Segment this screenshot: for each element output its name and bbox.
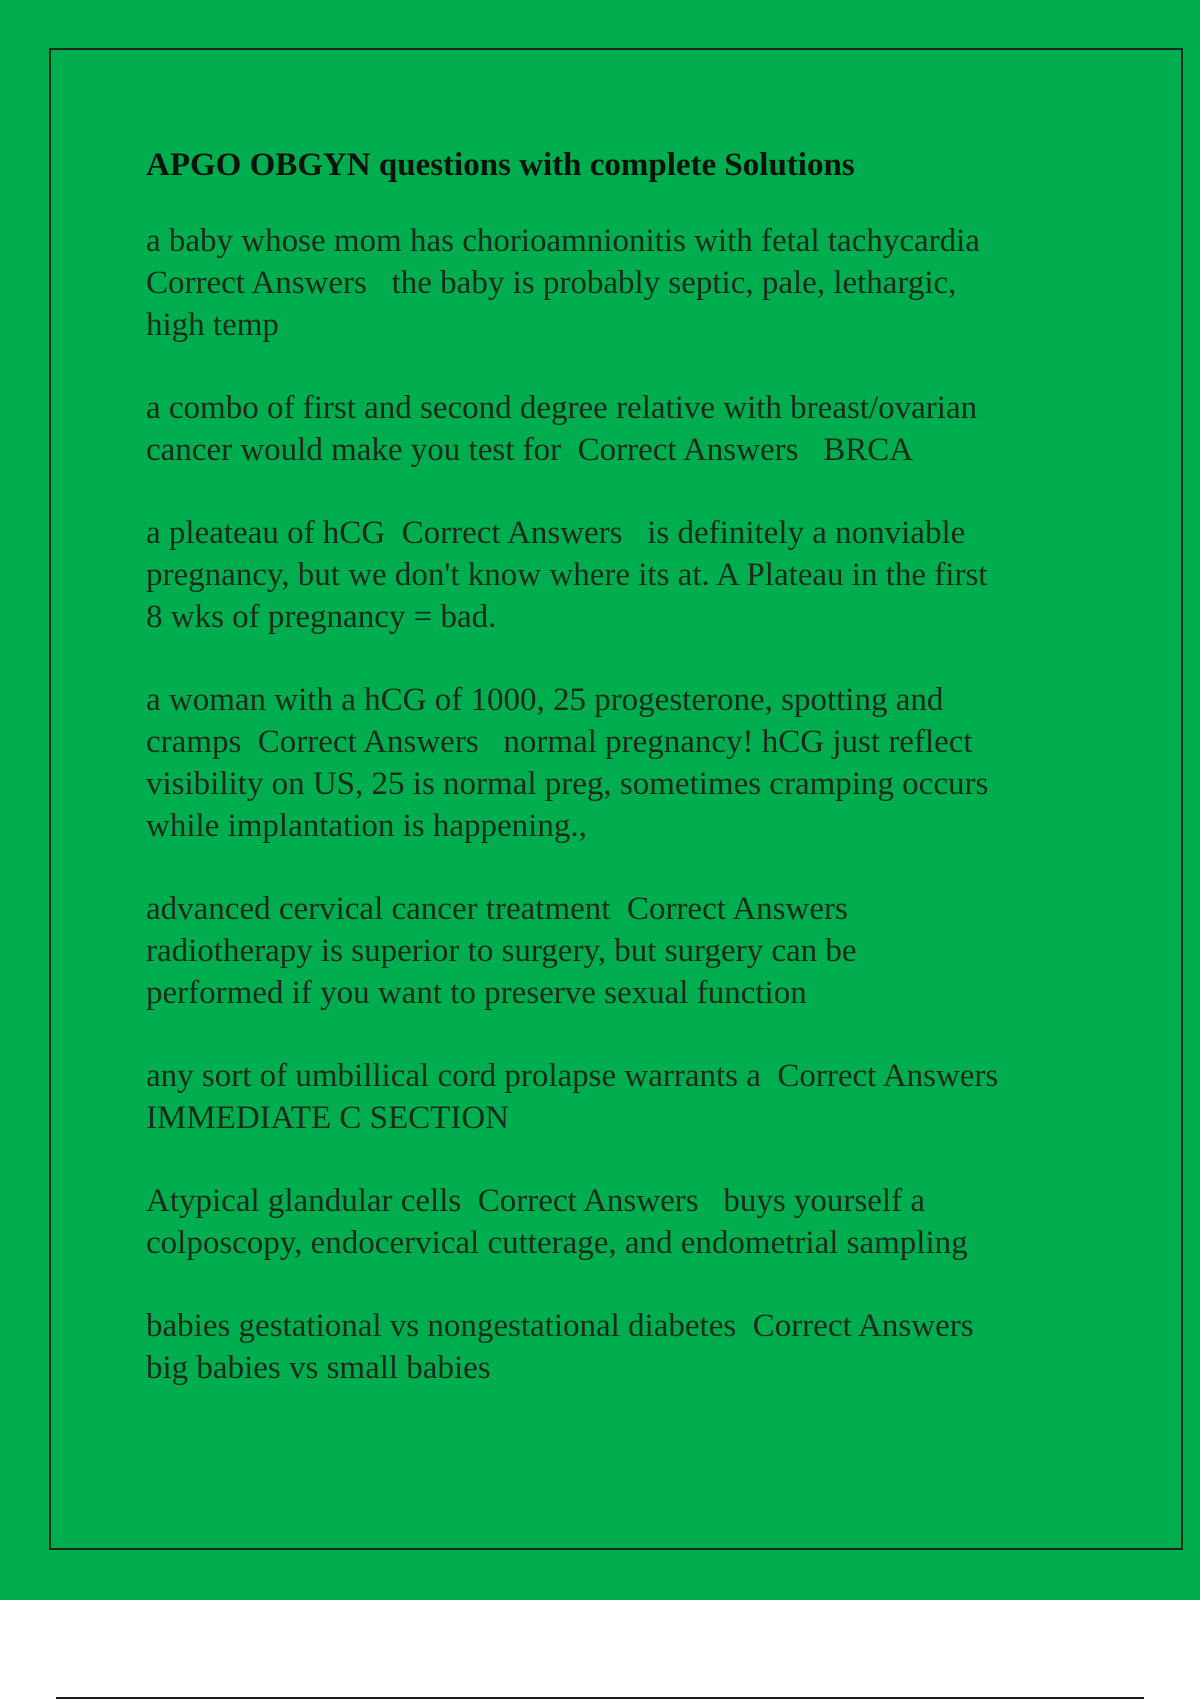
- qa-entry: a combo of first and second degree relative with breast/ovarian cancer would make you test for Correct Answers BRCA: [146, 390, 978, 468]
- qa-entry: a pleateau of hCG Correct Answers is definitely a nonviable pregnancy, but we don't know where its at. A Plateau in the first 8 wks of pregnancy = bad.: [146, 515, 988, 635]
- page-divider-line: [56, 1697, 1144, 1699]
- qa-entry: advanced cervical cancer treatment Correct Answers radiotherapy is superior to surgery, but surgery can be performed if you want to preserve sexual function: [146, 891, 857, 1011]
- qa-entry: Atypical glandular cells Correct Answers buys yourself a colposcopy, endocervical cutterage, and endometrial sampling: [146, 1183, 968, 1261]
- qa-entry: any sort of umbillical cord prolapse warrants a Correct Answers IMMEDIATE C SECTION: [146, 1058, 999, 1136]
- document-title: APGO OBGYN questions with complete Solutions: [146, 147, 855, 183]
- qa-entry: a baby whose mom has chorioamnionitis with fetal tachycardia Correct Answers the baby is probably septic, pale, lethargic, high temp: [146, 223, 980, 343]
- qa-entry: babies gestational vs nongestational diabetes Correct Answers big babies vs small babies: [146, 1308, 974, 1386]
- qa-entry: a woman with a hCG of 1000, 25 progesterone, spotting and cramps Correct Answers normal pregnancy! hCG just reflect visibility on US, 25 is normal preg, sometimes cramping occurs while implantation is happening.,: [146, 682, 989, 844]
- document-content: [146, 142, 1106, 1430]
